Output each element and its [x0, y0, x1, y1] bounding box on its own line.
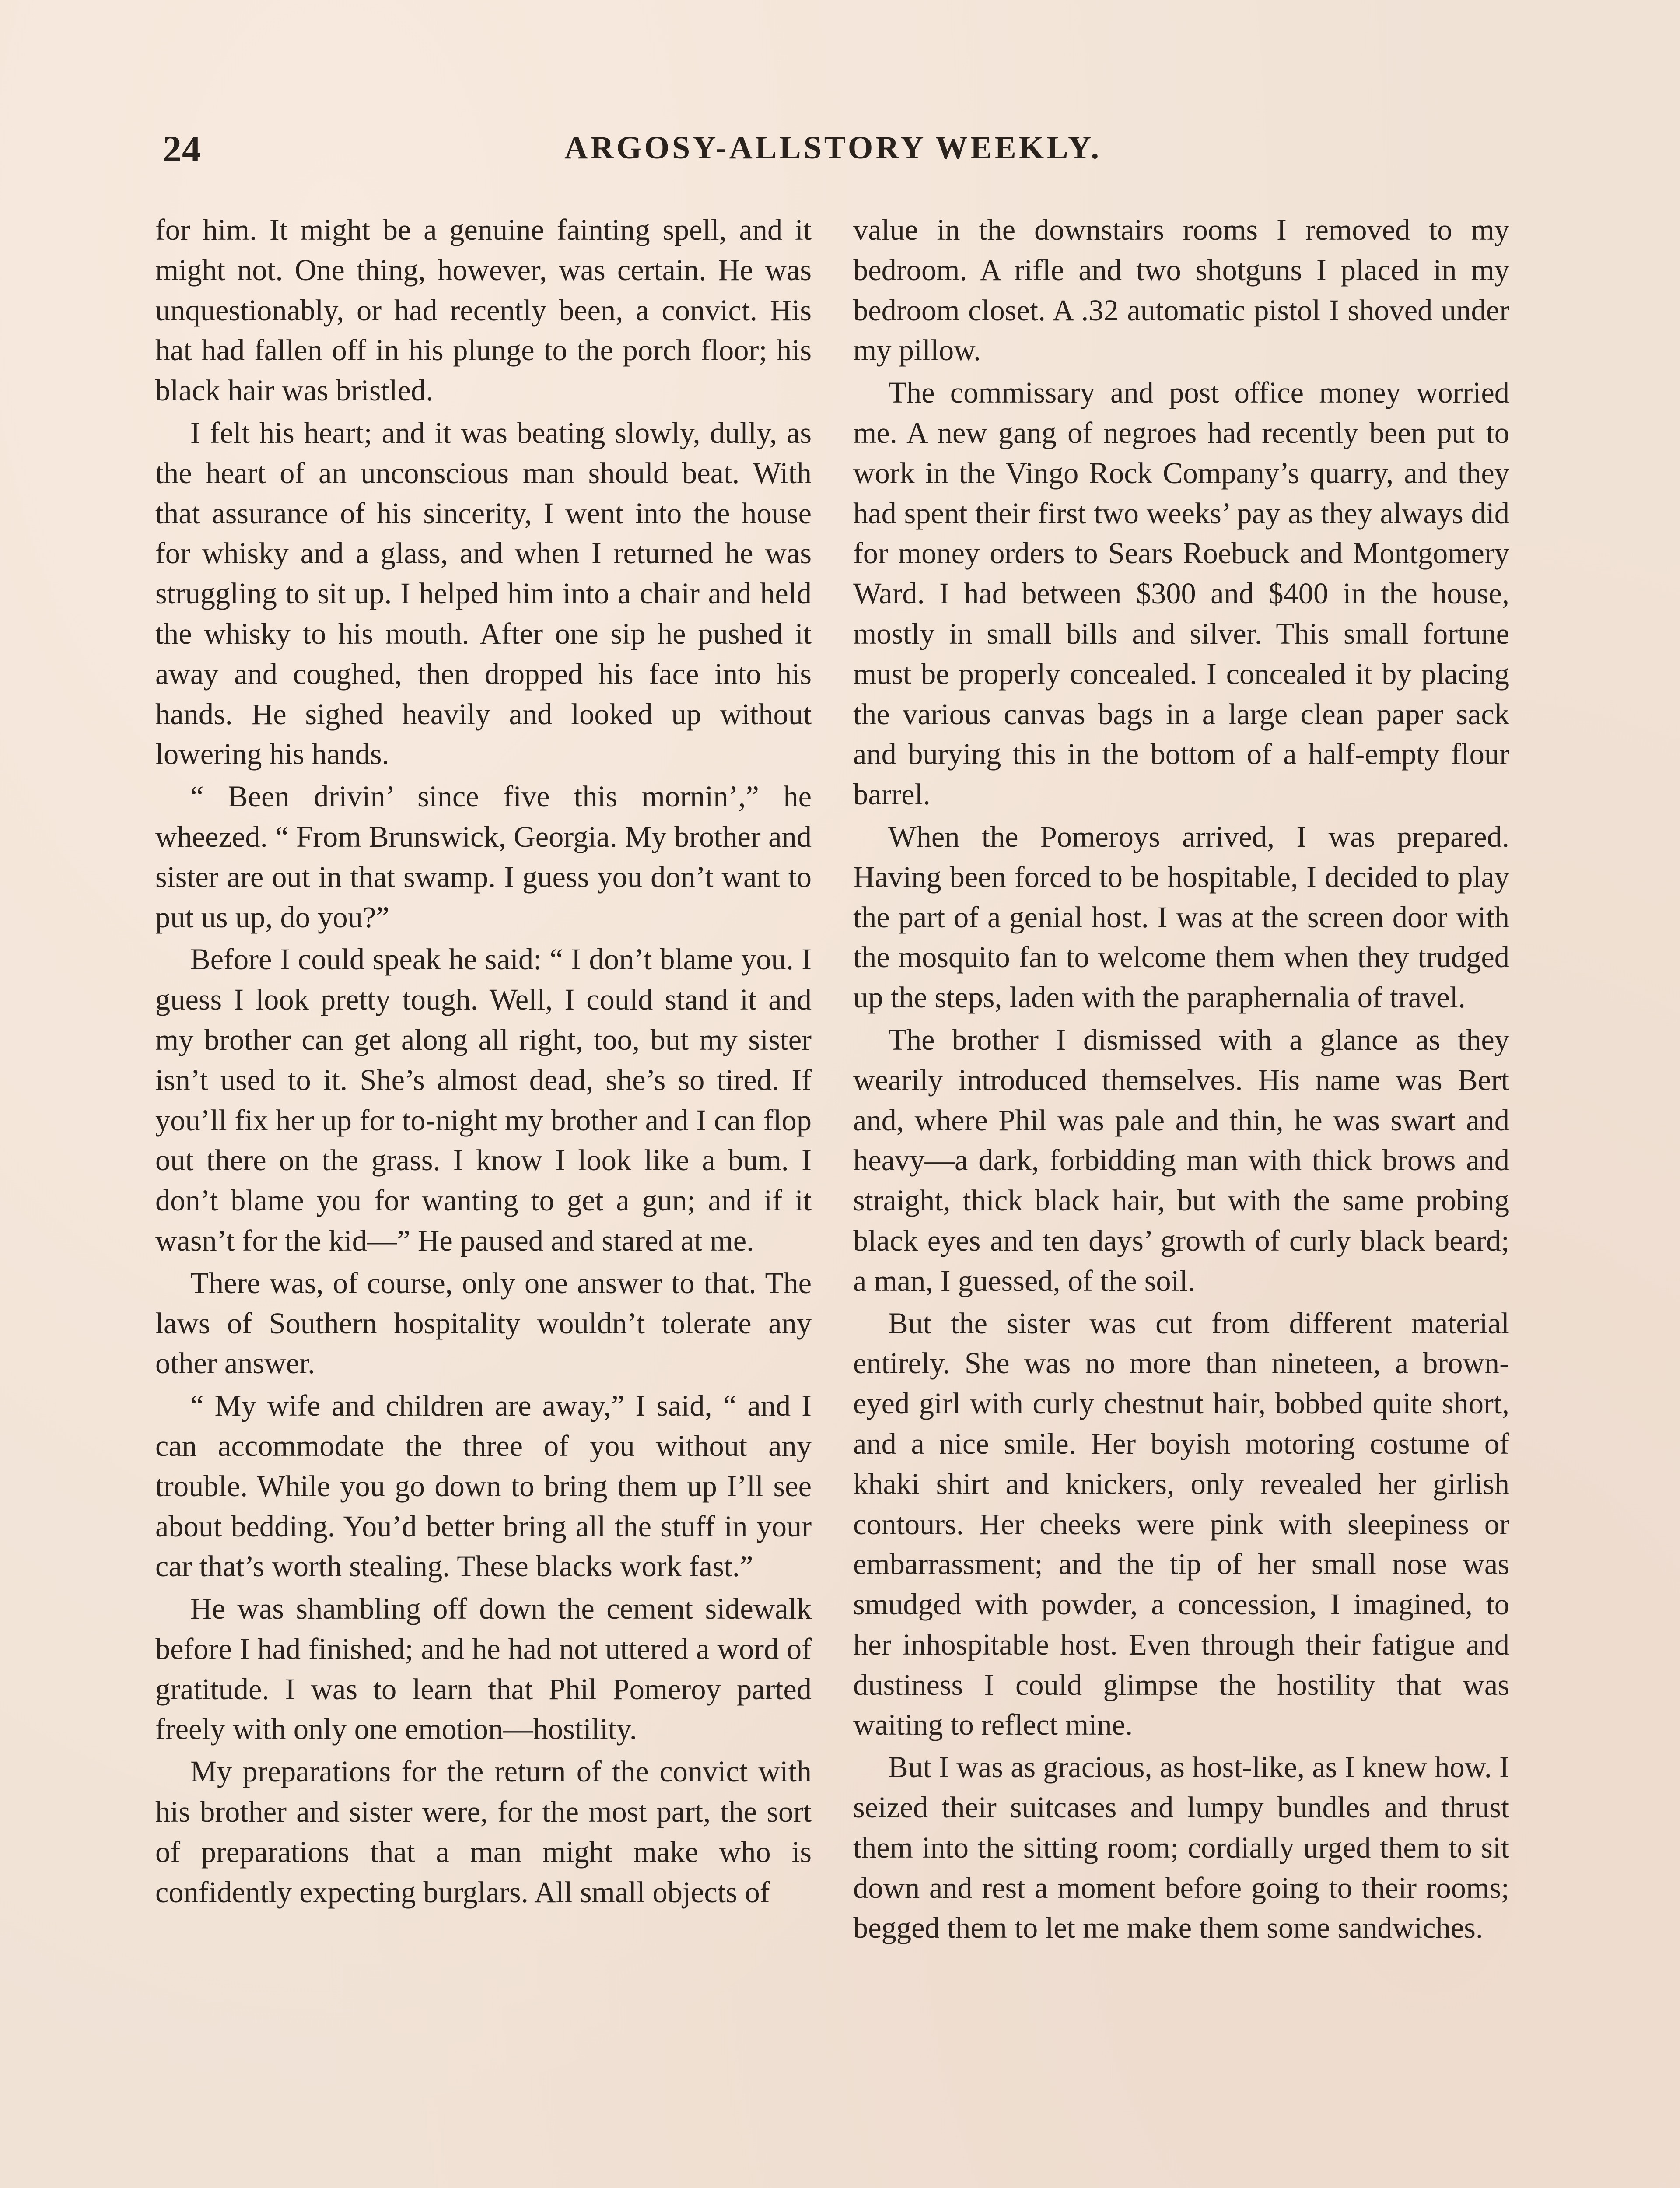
page-number: 24 — [163, 128, 201, 170]
left-column — [155, 210, 812, 1914]
paragraph: There was, of course, only one answer to that. The laws of Southern hospitality wouldn’t tolerate any other answer. — [155, 1266, 812, 1380]
paragraph: The brother I dismissed with a glance as they wearily introduced themselves. His name was Bert and, where Phil was pale and thin, he was swart and heavy—a dark, forbidding man with thick brows and straight, thick black hair, but with the same probing black eyes and ten days’ growth of curly black beard; a man, I guessed, of the soil. — [853, 1023, 1509, 1297]
paragraph: But I was as gracious, as host-like, as I knew how. I seized their suitcases and lumpy bundles and thrust them into the sitting room; cordially urged them to sit down and rest a moment before going to their rooms; begged them to let me make them some sandwiches. — [853, 1750, 1509, 1945]
paragraph: He was shambling off down the cement sidewalk before I had finished; and he had not uttered a word of gratitude. I was to learn that Phil Pomeroy parted freely with only one emotion—hostility. — [155, 1592, 812, 1746]
paragraph: My preparations for the return of the convict with his brother and sister were, for the most part, the sort of preparations that a man might make who is confidently expecting burglars. All small objects of — [155, 1755, 812, 1909]
paragraph: for him. It might be a genuine fainting spell, and it might not. One thing, however, was certain. He was unquestionably, or had recently been, a convict. His hat had fallen off in his plunge to the porch floor; his black hair was bristled. — [155, 213, 812, 407]
running-head: ARGOSY-ALLSTORY WEEKLY. — [564, 130, 1102, 166]
paragraph: The commissary and post office money worried me. A new gang of negroes had recently been put to work in the Vingo Rock Company’s quarry, and they had spent their first two weeks’ pay as they always did for money orders to Sears Roebuck and Montgomery Ward. I had between $300 and $400 in the house, mostly in small bills and silver. This small fortune must be properly concealed. I concealed it by placing the various canvas bags in a large clean paper sack and burying this in the bottom of a half-empty flour barrel. — [853, 376, 1509, 811]
paragraph: Before I could speak he said: “ I don’t blame you. I guess I look pretty tough. Well, I could stand it and my brother can get along all right, too, but my sister isn’t used to it. She’s almost dead, she’s so tired. If you’ll fix her up for to-night my brother and I can flop out there on the grass. I know I look like a bum. I don’t blame you for wanting to get a gun; and if it wasn’t for the kid—” He paused and stared at me. — [155, 943, 812, 1257]
paragraph: But the sister was cut from different material entirely. She was no more than nineteen, a brown-eyed girl with curly chestnut hair, bobbed quite short, and a nice smile. Her boyish motoring costume of khaki shirt and knickers, only revealed her girlish contours. Her cheeks were pink with sleepiness or embarrassment; and the tip of her small nose was smudged with powder, a concession, I imagined, to her inhospitable host. Even through their fatigue and dustiness I could glimpse the hostility that was waiting to reflect mine. — [853, 1306, 1509, 1742]
paragraph: “ My wife and children are away,” I said, “ and I can accommodate the three of you without any trouble. While you go down to bring them up I’ll see about bedding. You’d better bring all the stuff in your car that’s worth stealing. These blacks work fast.” — [155, 1389, 812, 1583]
paragraph: I felt his heart; and it was beating slowly, dully, as the heart of an unconscious man should beat. With that assurance of his sincerity, I went into the house for whisky and a glass, and when I returned he was struggling to sit up. I helped him into a chair and held the whisky to his mouth. After one sip he pushed it away and coughed, then dropped his face into his hands. He sighed heavily and looked up without lowering his hands. — [155, 416, 812, 771]
paragraph: When the Pomeroys arrived, I was prepared. Having been forced to be hospitable, I decided to play the part of a genial host. I was at the screen door with the mosquito fan to welcome them when they trudged up the steps, laden with the paraphernalia of travel. — [853, 820, 1509, 1014]
right-column — [853, 210, 1509, 1950]
paragraph: “ Been drivin’ since five this mornin’,” he wheezed. “ From Brunswick, Georgia. My brother and sister are out in that swamp. I guess you don’t want to put us up, do you?” — [155, 780, 812, 934]
paragraph: value in the downstairs rooms I removed to my bedroom. A rifle and two shotguns I placed in my bedroom closet. A .32 automatic pistol I shoved under my pillow. — [853, 213, 1509, 367]
